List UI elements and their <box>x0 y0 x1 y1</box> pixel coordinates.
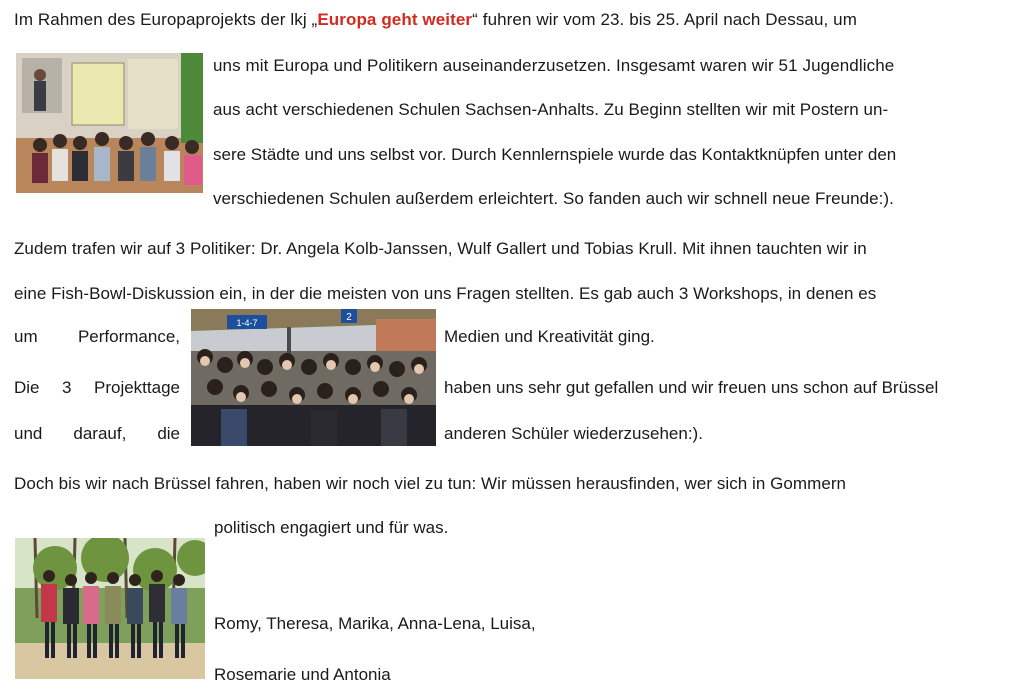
signature-line-2: Rosemarie und Antonia <box>214 665 391 684</box>
p1-line-4: sere Städte und uns selbst vor. Durch Kennlernspiele wurde das Kontaktknüpfen unter den <box>213 145 897 164</box>
p1-line-1-pre: Im Rahmen des Europaprojekts der lkj „ <box>14 10 318 29</box>
station-sign-platform: 1-4-7 <box>236 318 258 328</box>
word-die-2: die <box>157 424 180 443</box>
word-die: Die <box>14 378 40 397</box>
word-darauf: darauf, <box>73 424 127 443</box>
p1-line-1 <box>14 9 857 31</box>
p2-line-5-right: anderen Schüler wiederzusehen:). <box>444 424 703 443</box>
p2-line-4-left <box>14 377 180 399</box>
p2-line-4-right: haben uns sehr gut gefallen und wir freuen uns schon auf Brüssel <box>444 378 939 397</box>
word-performance: Performance, <box>77 327 180 346</box>
word-projekttage: Projekttage <box>93 378 180 397</box>
p1-line-1-post: “ fuhren wir vom 23. bis 25. April nach Dessau, um <box>472 10 857 29</box>
p3-line-1: Doch bis wir nach Brüssel fahren, haben wir noch viel zu tun: Wir müssen herausfinden, wer sich in Gommern <box>14 474 847 493</box>
photo-group-forest <box>15 538 205 679</box>
p2-line-2: eine Fish-Bowl-Diskussion ein, in der die meisten von uns Fragen stellten. Es gab auch 3 Workshops, in denen es <box>14 284 877 303</box>
project-title-highlight: Europa geht weiter <box>317 10 473 29</box>
p1-line-3: aus acht verschiedenen Schulen Sachsen-Anhalts. Zu Beginn stellten wir mit Postern un- <box>213 100 889 119</box>
p2-line-5-left <box>14 423 180 445</box>
word-3: 3 <box>62 378 72 397</box>
photo-group-posters <box>16 53 203 193</box>
word-um: um <box>14 327 38 346</box>
p3-line-2: politisch engagiert und für was. <box>214 518 449 537</box>
p2-line-3-right: Medien und Kreativität ging. <box>444 327 655 346</box>
p1-line-2: uns mit Europa und Politikern auseinanderzusetzen. Insgesamt waren wir 51 Jugendliche <box>213 56 895 75</box>
p2-line-1: Zudem trafen wir auf 3 Politiker: Dr. Angela Kolb-Janssen, Wulf Gallert und Tobias Krull. Mit ihnen tauchten wir in <box>14 239 867 258</box>
p1-line-5: verschiedenen Schulen außerdem erleichtert. So fanden auch wir schnell neue Freunde:). <box>213 189 894 208</box>
word-und: und <box>14 424 43 443</box>
p2-line-3-left <box>14 326 180 348</box>
station-sign-number: 2 <box>346 312 352 323</box>
photo-train-station-group <box>191 309 436 446</box>
signature-line-1: Romy, Theresa, Marika, Anna-Lena, Luisa, <box>214 614 536 633</box>
